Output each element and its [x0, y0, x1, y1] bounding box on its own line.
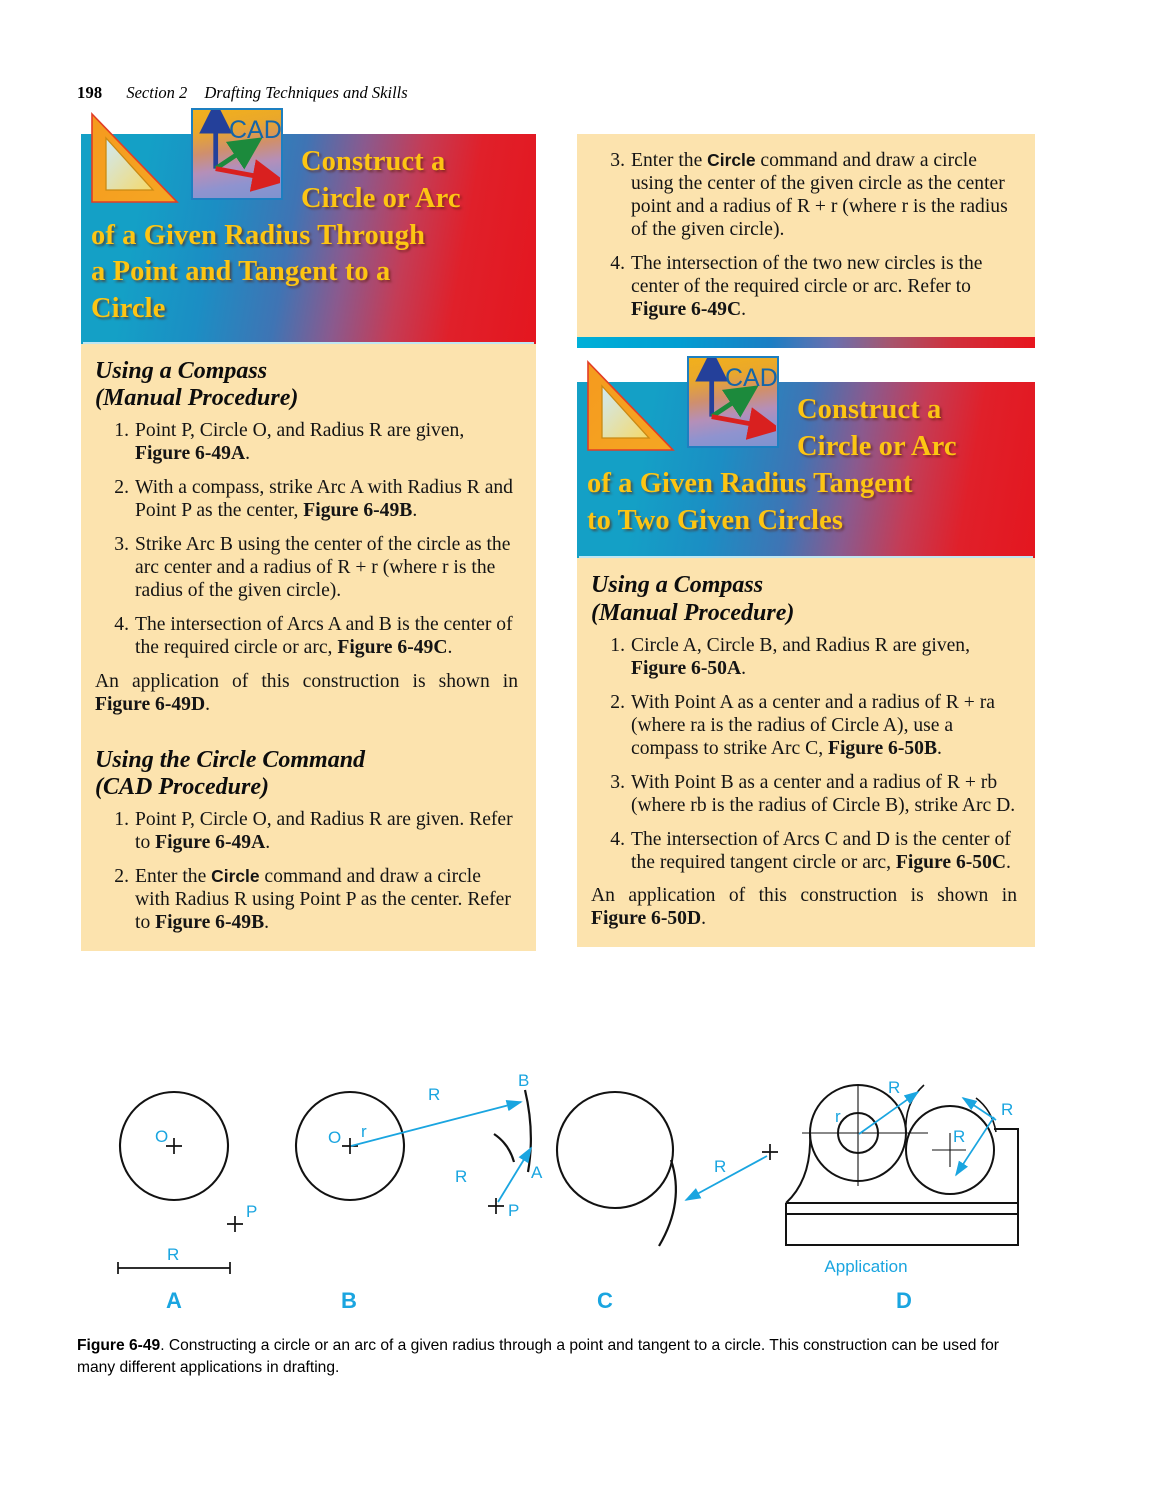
figB-arrow-R-bottom [498, 1148, 531, 1202]
figB-label-R-top: R [428, 1085, 441, 1104]
figB-label-B: B [518, 1071, 530, 1090]
figB-center-mark [342, 1138, 358, 1154]
heading2-line-2: (CAD Procedure) [95, 773, 269, 800]
figB-label-R-bottom: R [455, 1167, 468, 1186]
figA-panel-label: A [166, 1288, 182, 1313]
cad-label: CAD [229, 116, 282, 144]
banner-underline [579, 556, 1033, 558]
figD-label-R1: R [888, 1078, 901, 1097]
figD-label-r: r [835, 1107, 841, 1126]
figD-base-outline [786, 1129, 1018, 1245]
list-item-number: 3. [114, 534, 129, 556]
figB-arc-B [525, 1090, 531, 1172]
list-item-text: The intersection of Arcs A and B is the center of the required circle or arc, Figure 6-49C. [135, 613, 513, 658]
list-item-number: 3. [610, 150, 625, 171]
figB-label-r: r [361, 1122, 367, 1141]
left-steps-cad [95, 809, 518, 935]
cad-logo-icon [191, 108, 283, 200]
figure-caption-text: . Constructing a circle or an arc of a given radius through a point and tangent to a circle. This construction can be used for many different applications in drafting. [77, 1337, 999, 1377]
list-item-text: Enter the Circle command and draw a circle with Radius R using Point P as the center. Refer to Figure 6-49B. [135, 866, 511, 934]
section-number: Section 2 [126, 83, 188, 102]
list-item [95, 534, 518, 603]
list-item [591, 692, 1017, 761]
triangle-ruler-icon [89, 112, 179, 204]
figD-body-outline [786, 1129, 1018, 1203]
banner-underline [83, 342, 534, 344]
figB-panel-label: B [341, 1288, 357, 1313]
banner-line-2: Circle or Arc [301, 182, 461, 214]
list-item-text: The intersection of the two new circles is the center of the required circle or arc. Refer to Figure 6-49C. [631, 252, 983, 320]
list-item [591, 829, 1017, 875]
right-heading-1 [591, 572, 1017, 627]
figB-label-P: P [508, 1201, 520, 1220]
page-number: 198 [77, 83, 103, 102]
list-item-text: With a compass, strike Arc A with Radius R and Point P as the center, Figure 6-49B. [135, 477, 513, 522]
figD-arc-upper-right [976, 1098, 996, 1132]
left-steps-manual [95, 420, 518, 659]
section-divider-gradient-bar [577, 337, 1035, 348]
list-item-text: With Point B as a center and a radius of R + rb (where rb is the radius of Circle B), strike Arc D. [631, 771, 1016, 816]
figD-label-R3: R [953, 1127, 966, 1146]
heading2-line-1: Using the Circle Command [95, 746, 366, 773]
figA-label-P: P [246, 1202, 258, 1221]
right-banner [577, 364, 1035, 558]
list-item-number: 4. [610, 252, 625, 274]
list-item [591, 150, 1017, 242]
right-banner-icons [577, 360, 787, 468]
banner-line-3: of a Given Radius Tangent [587, 467, 913, 499]
banner-line-2: Circle or Arc [797, 431, 957, 463]
list-item-text: With Point A as a center and a radius of R + ra (where ra is the radius of Circle A), use a compass to strike Arc C, Figure 6-50B. [631, 692, 995, 759]
figB-label-O: O [328, 1128, 342, 1147]
left-heading-1 [95, 358, 518, 413]
left-column [81, 116, 536, 951]
figD-arrow-R3 [956, 1117, 994, 1175]
left-banner [81, 116, 536, 344]
left-banner-icons [81, 112, 291, 220]
running-head [77, 83, 677, 105]
banner-line-5: Circle [91, 293, 166, 324]
list-item [591, 772, 1017, 818]
figD-application-label: Application [824, 1257, 908, 1276]
figB-point-p [488, 1198, 504, 1214]
list-item-text: Point P, Circle O, and Radius R are given. Refer to Figure 6-49A. [135, 809, 513, 854]
list-item [95, 866, 518, 935]
figD-arc-upper-left [906, 1085, 924, 1133]
right-steps-manual [591, 635, 1017, 874]
right-continued-panel [577, 134, 1035, 337]
heading-line-1: Using a Compass [95, 357, 268, 384]
list-item-number: 4. [610, 828, 625, 850]
list-item [591, 635, 1017, 681]
heading-line-2: (Manual Procedure) [591, 599, 795, 626]
list-item-number: 3. [610, 771, 625, 793]
banner-line-1: Construct a [797, 394, 942, 426]
list-item-text: Strike Arc B using the center of the circle as the arc center and a radius of R + r (where r is the radius of the given circle). [135, 534, 511, 601]
left-note-1: An application of this construction is shown in Figure 6-49D. [95, 670, 518, 715]
cad-label: CAD [725, 364, 778, 393]
figA-label-R: R [167, 1245, 180, 1264]
section-title: Drafting Techniques and Skills [204, 83, 408, 102]
list-item [95, 614, 518, 660]
list-item-text: The intersection of Arcs C and D is the center of the required tangent circle or arc, Figure 6-50C. [631, 828, 1011, 873]
figD-arrow-R1 [859, 1092, 918, 1134]
figC-label-R: R [714, 1157, 727, 1176]
list-item-text: Point P, Circle O, and Radius R are given, Figure 6-49A. [135, 420, 465, 465]
left-content-panel [81, 344, 536, 951]
list-item [95, 420, 518, 466]
list-item [95, 809, 518, 855]
list-item-text: Enter the Circle command and draw a circle using the center of the given circle as the center point and a radius of R + r (where r is the radius of the given circle). [631, 150, 1008, 240]
figA-point-p [227, 1216, 243, 1232]
banner-line-1: Construct a [301, 146, 446, 177]
right-content-panel [577, 558, 1035, 947]
right-steps-continued [591, 150, 1017, 321]
list-item-text: Circle A, Circle B, and Radius R are given, Figure 6-50A. [631, 635, 971, 680]
figC-arrow-R [686, 1156, 767, 1200]
heading-line-2: (Manual Procedure) [95, 385, 299, 412]
list-item-number: 1. [610, 635, 625, 657]
list-item-number: 2. [114, 866, 129, 888]
triangle-ruler-icon [585, 360, 675, 452]
figure-caption [77, 1335, 1007, 1379]
figD-left-fillet [786, 1133, 810, 1203]
banner-line-3: of a Given Radius Through [91, 219, 426, 251]
list-item-number: 2. [114, 477, 129, 499]
figB-arc-A [494, 1134, 514, 1162]
figB-label-A: A [531, 1163, 543, 1182]
figD-panel-label: D [896, 1288, 912, 1313]
list-item-number: 1. [114, 420, 129, 442]
left-heading-2 [95, 747, 518, 802]
right-note-1: An application of this construction is shown in Figure 6-50D. [591, 885, 1017, 930]
banner-line-4: to Two Given Circles [587, 504, 844, 536]
cad-logo-icon [687, 356, 779, 448]
figD-label-R2: R [1001, 1100, 1014, 1119]
figure-caption-label: Figure 6-49 [77, 1337, 161, 1354]
list-item-number: 2. [610, 692, 625, 714]
figA-label-O: O [155, 1127, 169, 1146]
figure-drawings [70, 1060, 1080, 1340]
list-item [591, 253, 1017, 322]
figure-6-49 [70, 1060, 1080, 1340]
figC-panel-label: C [597, 1288, 613, 1313]
list-item-number: 1. [114, 809, 129, 831]
heading-line-1: Using a Compass [591, 572, 764, 599]
figB-arrow-R-top [351, 1102, 521, 1146]
list-item-number: 4. [114, 613, 129, 635]
right-column [577, 134, 1035, 947]
figC-circle [557, 1092, 673, 1208]
figA-center-mark [166, 1138, 182, 1154]
banner-line-4: a Point and Tangent to a [91, 256, 391, 288]
list-item [95, 477, 518, 523]
